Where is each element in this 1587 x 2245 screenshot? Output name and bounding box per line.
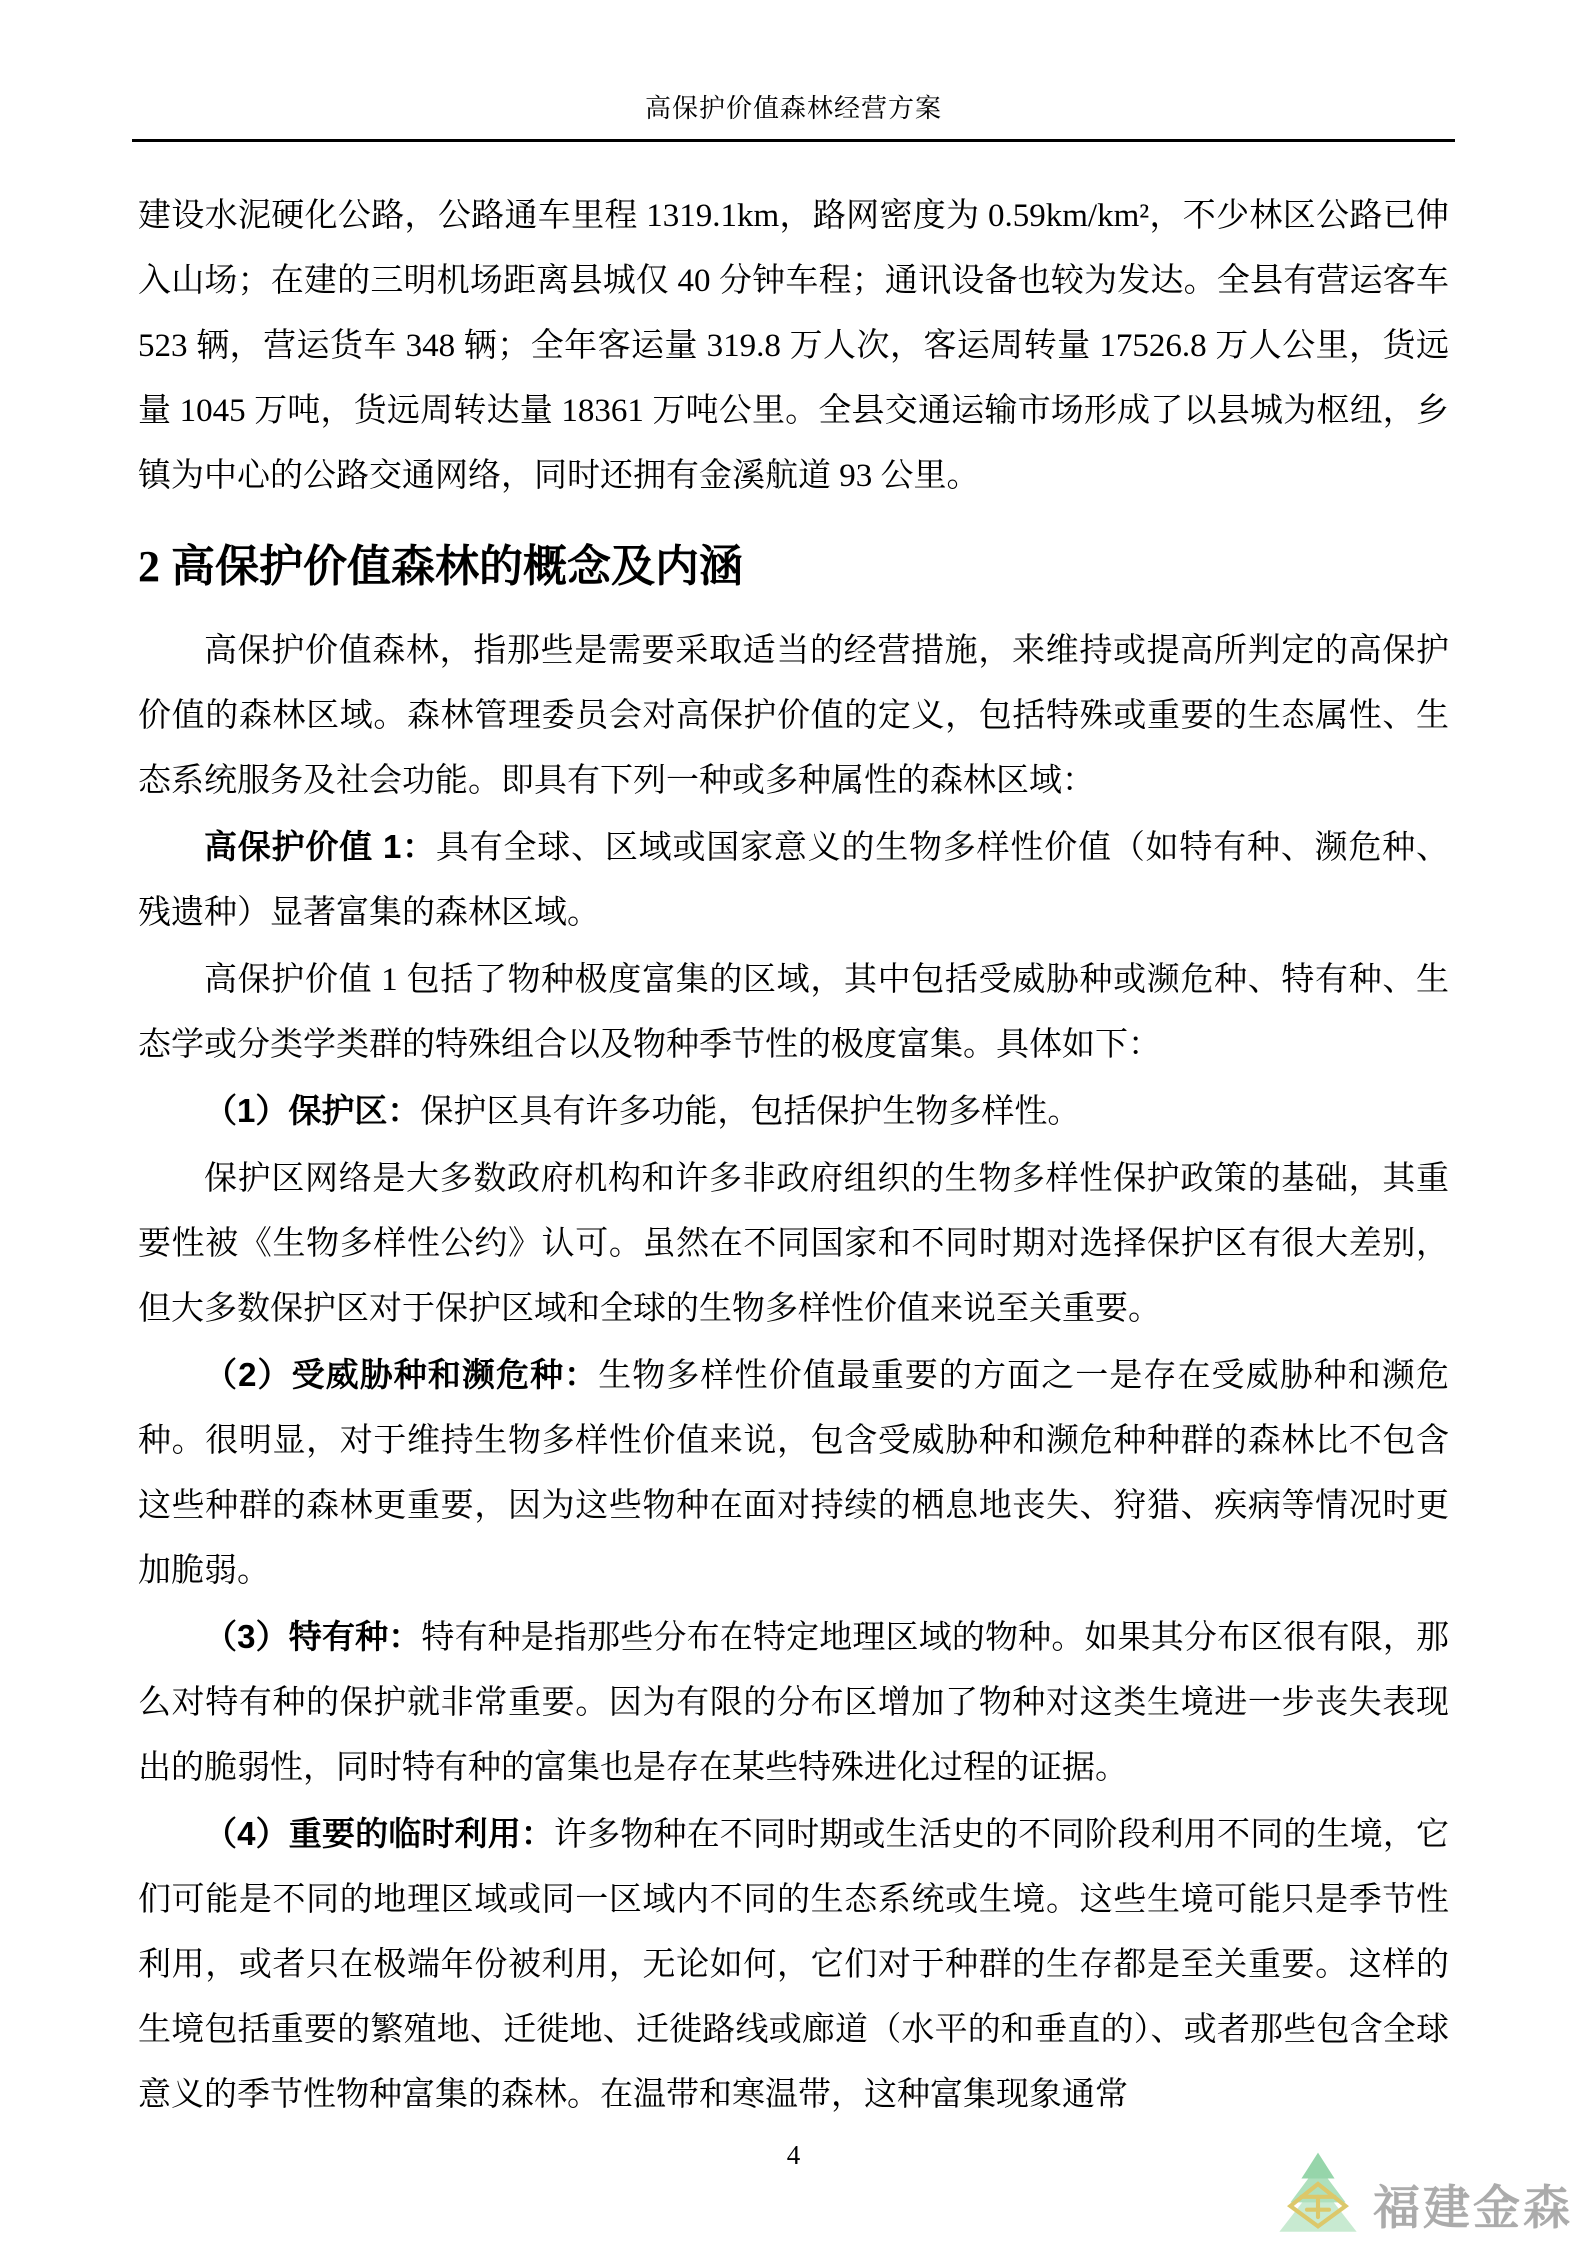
paragraph-lead: （4）重要的临时利用：	[204, 1815, 555, 1852]
company-logo	[1271, 2149, 1577, 2241]
paragraph-text: 建设水泥硬化公路，公路通车里程 1319.1km，路网密度为 0.59km/km²，不少林区公路已伸入山场；在建的三明机场距离县城仅 40 分钟车程；通讯设备也较为发达。全县有营运客车 523 辆，营运货车 348 辆；全年客运量 319.8 万人次，客运周转量 17526.8 万人公里，货远量 1045 万吨，货远周转达量 18361 万吨公里。全县交通运输市场形成了以县城为枢纽，乡镇为中心的公路交通网络，同时还拥有金溪航道 93 公里。	[138, 198, 1449, 494]
paragraph-text: 许多物种在不同时期或生活史的不同阶段利用不同的生境，它们可能是不同的地理区域或同一区域内不同的生态系统或生境。这些生境可能只是季节性利用，或者只在极端年份被利用，无论如何，它们对于种群的生存都是至关重要。这样的生境包括重要的繁殖地、迁徙地、迁徙路线或廊道（水平的和垂直的）、或者那些包含全球意义的季节性物种富集的森林。在温带和寒温带，这种富集现象通常	[138, 1817, 1449, 2113]
paragraph	[138, 1604, 1449, 1801]
document-body	[0, 142, 1587, 2128]
paragraph	[138, 1342, 1449, 1604]
pine-tree-icon	[1271, 2149, 1365, 2241]
paragraph	[138, 946, 1449, 1078]
page-header	[0, 0, 1587, 142]
paragraph-text: 高保护价值森林，指那些是需要采取适当的经营措施，来维持或提高所判定的高保护价值的森林区域。森林管理委员会对高保护价值的定义，包括特殊或重要的生态属性、生态系统服务及社会功能。即具有下列一种或多种属性的森林区域：	[138, 633, 1449, 799]
paragraph-text: 生物多样性价值最重要的方面之一是存在受威胁种和濒危种。很明显，对于维持生物多样性价值来说，包含受威胁种和濒危种种群的森林比不包含这些种群的森林更重要，因为这些物种在面对持续的栖息地丧失、狩猎、疾病等情况时更加脆弱。	[138, 1358, 1449, 1589]
paragraph-text: 高保护价值 1 包括了物种极度富集的区域，其中包括受威胁种或濒危种、特有种、生态学或分类学类群的特殊组合以及物种季节性的极度富集。具体如下：	[138, 962, 1449, 1063]
paragraph-text: 保护区具有许多功能，包括保护生物多样性。	[420, 1094, 1081, 1130]
paragraph-text: 保护区网络是大多数政府机构和许多非政府组织的生物多样性保护政策的基础，其重要性被《生物多样性公约》认可。虽然在不同国家和不同时期对选择保护区有很大差别，但大多数保护区对于保护区域和全球的生物多样性价值来说至关重要。	[138, 1161, 1449, 1327]
paragraph-lead: （2）受威胁种和濒危种：	[204, 1356, 599, 1393]
paragraph	[138, 1801, 1449, 2128]
logo-text: 福建金森	[1373, 2181, 1573, 2234]
paragraph	[138, 617, 1449, 814]
section-heading: 2 高保护价值森林的概念及内涵	[138, 542, 743, 591]
paragraph	[138, 1145, 1449, 1342]
header-title: 高保护价值森林经营方案	[644, 94, 942, 123]
paragraph	[138, 1078, 1449, 1145]
paragraph-lead: 高保护价值 1：	[204, 828, 436, 865]
paragraph-lead: （1）保护区：	[204, 1092, 421, 1129]
paragraph	[138, 814, 1449, 946]
paragraph-text: 具有全球、区域或国家意义的生物多样性价值（如特有种、濒危种、残遗种）显著富集的森林区域。	[138, 830, 1450, 931]
page-number: 4	[786, 2140, 801, 2170]
paragraph-text: 特有种是指那些分布在特定地理区域的物种。如果其分布区很有限，那么对特有种的保护就非常重要。因为有限的分布区增加了物种对这类生境进一步丧失表现出的脆弱性，同时特有种的富集也是存在某些特殊进化过程的证据。	[138, 1620, 1449, 1786]
paragraph	[138, 184, 1449, 509]
paragraph-lead: （3）特有种：	[204, 1618, 422, 1655]
